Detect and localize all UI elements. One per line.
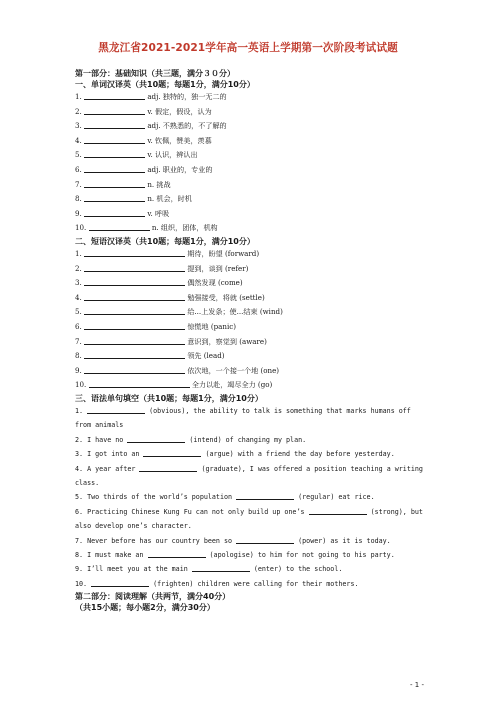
item-number: 9. xyxy=(75,365,82,375)
answer-blank[interactable] xyxy=(84,305,185,315)
item-prompt: v. 呼吸 xyxy=(147,208,170,218)
answer-blank[interactable] xyxy=(84,134,145,144)
answer-blank[interactable] xyxy=(84,192,145,202)
list-item xyxy=(75,433,427,447)
item-prompt: v. 假定，假设，认为 xyxy=(147,106,212,116)
exam-content xyxy=(75,68,427,613)
answer-blank[interactable] xyxy=(236,535,294,544)
item-number: 6. xyxy=(75,321,82,331)
item-number: 9. xyxy=(75,208,82,218)
item-number: 1. xyxy=(75,406,84,415)
sentence-after: (strong), but also develop one’s character. xyxy=(75,507,423,531)
list-item xyxy=(75,320,427,335)
page-title: 黑龙江省2021-2021学年高一英语上学期第一次阶段考试试题 xyxy=(98,42,398,54)
answer-blank[interactable] xyxy=(84,148,145,158)
item-prompt: n. 挑战 xyxy=(147,179,171,189)
list-item xyxy=(75,247,427,262)
answer-blank[interactable] xyxy=(236,491,294,500)
part2-heading: 第二部分：阅读理解（共两节，满分40分） xyxy=(75,592,231,602)
list-item xyxy=(75,134,427,149)
answer-blank[interactable] xyxy=(84,207,145,217)
answer-blank[interactable] xyxy=(89,378,190,388)
item-number: 7. xyxy=(75,536,84,545)
item-prompt: 给...上发条；使...结束 (wind) xyxy=(187,307,283,317)
list-item xyxy=(75,447,427,461)
answer-blank[interactable] xyxy=(143,448,201,457)
list-item xyxy=(75,178,427,193)
sentence-after: (obvious), the ability to talk is something that marks humans off from animals xyxy=(75,406,411,430)
item-number: 3. xyxy=(75,450,84,459)
list-item xyxy=(75,305,427,320)
item-prompt: n. 机会，时机 xyxy=(147,194,192,204)
item-prompt: n. 组织，团体，机构 xyxy=(151,223,218,233)
item-number: 2. xyxy=(75,263,82,273)
item-number: 3. xyxy=(75,278,82,288)
sentence-after: (intend) of changing my plan. xyxy=(189,435,307,444)
sentence-after: (frighten) children were calling for their mothers. xyxy=(153,579,359,588)
sentence-after: (regular) eat rice. xyxy=(298,493,375,502)
item-prompt: 领先 (lead) xyxy=(187,351,225,361)
answer-blank[interactable] xyxy=(139,463,197,472)
answer-blank[interactable] xyxy=(84,247,185,257)
sentence-before: I have no xyxy=(87,435,124,444)
answer-blank[interactable] xyxy=(309,506,367,515)
answer-blank[interactable] xyxy=(84,163,145,173)
item-number: 8. xyxy=(75,550,84,559)
sentence-after: (graduate), I was offered a position teaching a writing class. xyxy=(75,464,423,487)
list-item xyxy=(75,548,427,562)
sentence-before: I got into an xyxy=(87,450,140,459)
item-number: 8. xyxy=(75,351,82,361)
list-item xyxy=(75,490,427,504)
list-item xyxy=(75,148,427,163)
list-item xyxy=(75,562,427,576)
item-prompt: 期待，盼望 (forward) xyxy=(187,248,260,258)
part1-heading: 第一部分：基础知识（共三题，满分３０分） xyxy=(75,69,235,78)
answer-blank[interactable] xyxy=(87,405,145,414)
item-number: 5. xyxy=(75,307,82,317)
sentence-before: I must make an xyxy=(87,550,144,559)
answer-blank[interactable] xyxy=(127,434,185,443)
answer-blank[interactable] xyxy=(84,335,185,345)
item-number: 9. xyxy=(75,565,84,574)
item-number: 1. xyxy=(75,92,82,101)
answer-blank[interactable] xyxy=(84,262,185,272)
list-item xyxy=(75,163,427,178)
item-number: 4. xyxy=(75,464,84,473)
item-number: 5. xyxy=(75,150,82,160)
list-item xyxy=(75,105,427,120)
answer-blank[interactable] xyxy=(84,349,185,359)
item-number: 8. xyxy=(75,194,82,204)
sentence-after: (power) as it is today. xyxy=(298,536,391,545)
list-item xyxy=(75,221,427,236)
list-item xyxy=(75,577,427,591)
section1-heading: 一、单词汉译英（共10题；每题1分，满分10分） xyxy=(75,80,255,89)
list-item xyxy=(75,505,427,534)
list-item xyxy=(75,364,427,379)
list-item xyxy=(75,378,427,393)
sentence-before: I’ll meet you at the main xyxy=(87,565,188,574)
answer-blank[interactable] xyxy=(84,105,145,115)
item-prompt: v. 认识，辨认出 xyxy=(147,150,198,160)
section2-list xyxy=(75,247,427,393)
list-item xyxy=(75,335,427,350)
item-number: 7. xyxy=(75,179,82,189)
sentence-after: (apologise) to him for not going to his party. xyxy=(209,550,395,559)
answer-blank[interactable] xyxy=(91,578,149,587)
list-item xyxy=(75,119,427,134)
answer-blank[interactable] xyxy=(84,291,185,301)
list-item xyxy=(75,192,427,207)
item-number: 10. xyxy=(75,579,88,588)
item-number: 6. xyxy=(75,507,84,516)
answer-blank[interactable] xyxy=(84,364,185,374)
item-number: 2. xyxy=(75,435,84,444)
part2-subheading: （共15小题；每小题2分，满分30分） xyxy=(75,603,215,613)
item-number: 10. xyxy=(75,223,87,233)
answer-blank[interactable] xyxy=(84,178,145,188)
sentence-after: (enter) to the school. xyxy=(253,565,343,574)
item-number: 1. xyxy=(75,248,82,258)
section1-list xyxy=(75,90,427,236)
sentence-before: Two thirds of the world’s population xyxy=(87,493,233,502)
item-prompt: 依次地，一个接一个地 (one) xyxy=(187,365,280,375)
item-number: 6. xyxy=(75,164,82,174)
item-prompt: v. 钦佩，赞美，羡慕 xyxy=(147,135,212,145)
list-item xyxy=(75,462,427,491)
item-number: 10. xyxy=(75,380,87,390)
section3-heading: 三、语法单句填空（共10题；每题1分，满分10分） xyxy=(75,393,263,403)
list-item xyxy=(75,276,427,291)
answer-blank[interactable] xyxy=(84,119,145,129)
item-number: 3. xyxy=(75,121,82,131)
item-number: 7. xyxy=(75,336,82,346)
answer-blank[interactable] xyxy=(148,549,206,558)
sentence-before: A year after xyxy=(87,464,136,473)
item-number: 5. xyxy=(75,493,84,502)
list-item xyxy=(75,262,427,277)
answer-blank[interactable] xyxy=(84,90,145,100)
item-number: 4. xyxy=(75,292,82,302)
list-item xyxy=(75,90,427,105)
item-prompt: adj. 独特的，独一无二的 xyxy=(147,92,227,101)
section2-heading: 二、短语汉译英（共10题；每题1分，满分10分） xyxy=(75,236,255,246)
section3-list xyxy=(75,404,427,591)
item-prompt: 偶然发现 (come) xyxy=(187,278,243,288)
sentence-before: Never before has our country been so xyxy=(87,536,233,545)
item-prompt: 意识到，察觉到 (aware) xyxy=(187,336,267,346)
answer-blank[interactable] xyxy=(84,276,185,286)
answer-blank[interactable] xyxy=(84,320,185,330)
sentence-before: Practicing Chinese Kung Fu can not only build up one’s xyxy=(87,507,305,516)
item-prompt: 勉强接受，将就 (settle) xyxy=(187,292,265,302)
list-item xyxy=(75,404,427,433)
list-item xyxy=(75,534,427,548)
item-prompt: 惊慌地 (panic) xyxy=(187,321,236,331)
item-prompt: 全力以赴，竭尽全力 (go) xyxy=(191,380,273,390)
item-number: 4. xyxy=(75,135,82,145)
list-item xyxy=(75,349,427,364)
answer-blank[interactable] xyxy=(192,563,250,572)
list-item xyxy=(75,207,427,222)
answer-blank[interactable] xyxy=(89,221,150,231)
item-number: 2. xyxy=(75,106,82,116)
list-item xyxy=(75,291,427,306)
page-number: - 1 - xyxy=(410,681,424,689)
item-prompt: 提到，谈到 (refer) xyxy=(187,263,249,273)
item-prompt: adj. 不熟悉的，不了解的 xyxy=(147,121,227,131)
sentence-after: (argue) with a friend the day before yesterday. xyxy=(205,450,395,459)
item-prompt: adj. 职业的，专业的 xyxy=(147,164,213,174)
